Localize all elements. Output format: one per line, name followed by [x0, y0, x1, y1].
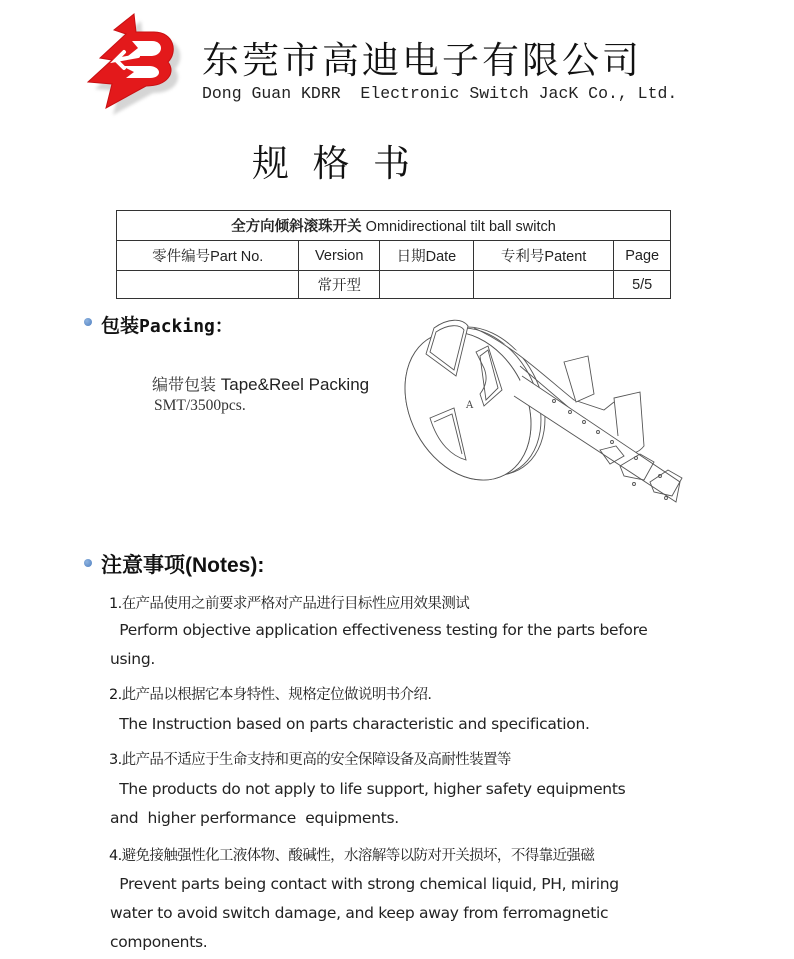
- table-title-row: [117, 211, 671, 241]
- note-4-en-line-2: water to avoid switch damage, and keep away from ferromagnetic: [110, 904, 609, 922]
- note-3-en-line-1: The products do not apply to life support, higher safety equipments: [110, 780, 626, 798]
- bullet-icon: [84, 318, 92, 326]
- note-1-cn: 1.在产品使用之前要求严格对产品进行目标性应用效果测试: [109, 596, 470, 612]
- reel-label: A: [466, 400, 474, 411]
- value-patent: [473, 271, 613, 299]
- spec-table: [116, 210, 671, 299]
- table-value-row: [117, 271, 671, 299]
- value-page: 5/5: [614, 271, 671, 299]
- packing-method-en: Tape&Reel Packing: [216, 375, 370, 394]
- tape-reel-illustration: [404, 306, 720, 520]
- company-logo-icon: [76, 8, 186, 123]
- header-date: 日期Date: [379, 241, 473, 271]
- header-page: Page: [614, 241, 671, 271]
- bullet-icon: [84, 559, 92, 567]
- product-title-cell: [117, 211, 671, 241]
- header-part-no: 零件编号Part No.: [117, 241, 299, 271]
- header-patent: 专利号Patent: [473, 241, 613, 271]
- note-3-en-line-2: and higher performance equipments.: [110, 809, 399, 827]
- note-4-en-line-3: components.: [110, 933, 208, 951]
- packing-heading-cn: 包装: [101, 315, 140, 337]
- value-date: [379, 271, 473, 299]
- note-1-en-line-2: using.: [110, 650, 155, 668]
- company-name-cn: 东莞市高迪电子有限公司: [202, 39, 642, 82]
- notes-heading-cn: 注意事项: [101, 553, 185, 577]
- document-title: 规 格 书: [252, 142, 411, 185]
- company-name-en: Dong Guan KDRR Electronic Switch JacK Co., Ltd.: [202, 84, 678, 103]
- note-2-cn: 2.此产品以根据它本身特性、规格定位做说明书介绍.: [109, 687, 432, 703]
- packing-method-cn: 编带包装: [152, 375, 217, 394]
- note-1-en-line-1: Perform objective application effectiveness testing for the parts before: [110, 621, 648, 639]
- header-version: Version: [299, 241, 379, 271]
- packing-heading: [101, 311, 233, 338]
- note-4-cn: 4.避免接触强性化工液体物、酸碱性，水溶解等以防对开关损坏，不得靠近强磁: [109, 848, 595, 864]
- value-part-no: [117, 271, 299, 299]
- packing-heading-en: Packing：: [139, 316, 233, 337]
- product-title-en: Omnidirectional tilt ball switch: [361, 219, 556, 235]
- packing-method: [152, 372, 369, 395]
- note-2-en-line-1: The Instruction based on parts characteristic and specification.: [110, 715, 590, 733]
- notes-heading: [101, 549, 264, 579]
- note-4-en-line-1: Prevent parts being contact with strong chemical liquid, PH, miring: [110, 875, 619, 893]
- packing-quantity: SMT/3500pcs.: [154, 397, 246, 414]
- notes-heading-en: (Notes):: [185, 554, 265, 577]
- table-header-row: [117, 241, 671, 271]
- product-title-cn: 全方向倾斜滚珠开关: [231, 219, 362, 235]
- note-3-cn: 3.此产品不适应于生命支持和更高的安全保障设备及高耐性装置等: [109, 752, 511, 768]
- value-version: 常开型: [299, 271, 379, 299]
